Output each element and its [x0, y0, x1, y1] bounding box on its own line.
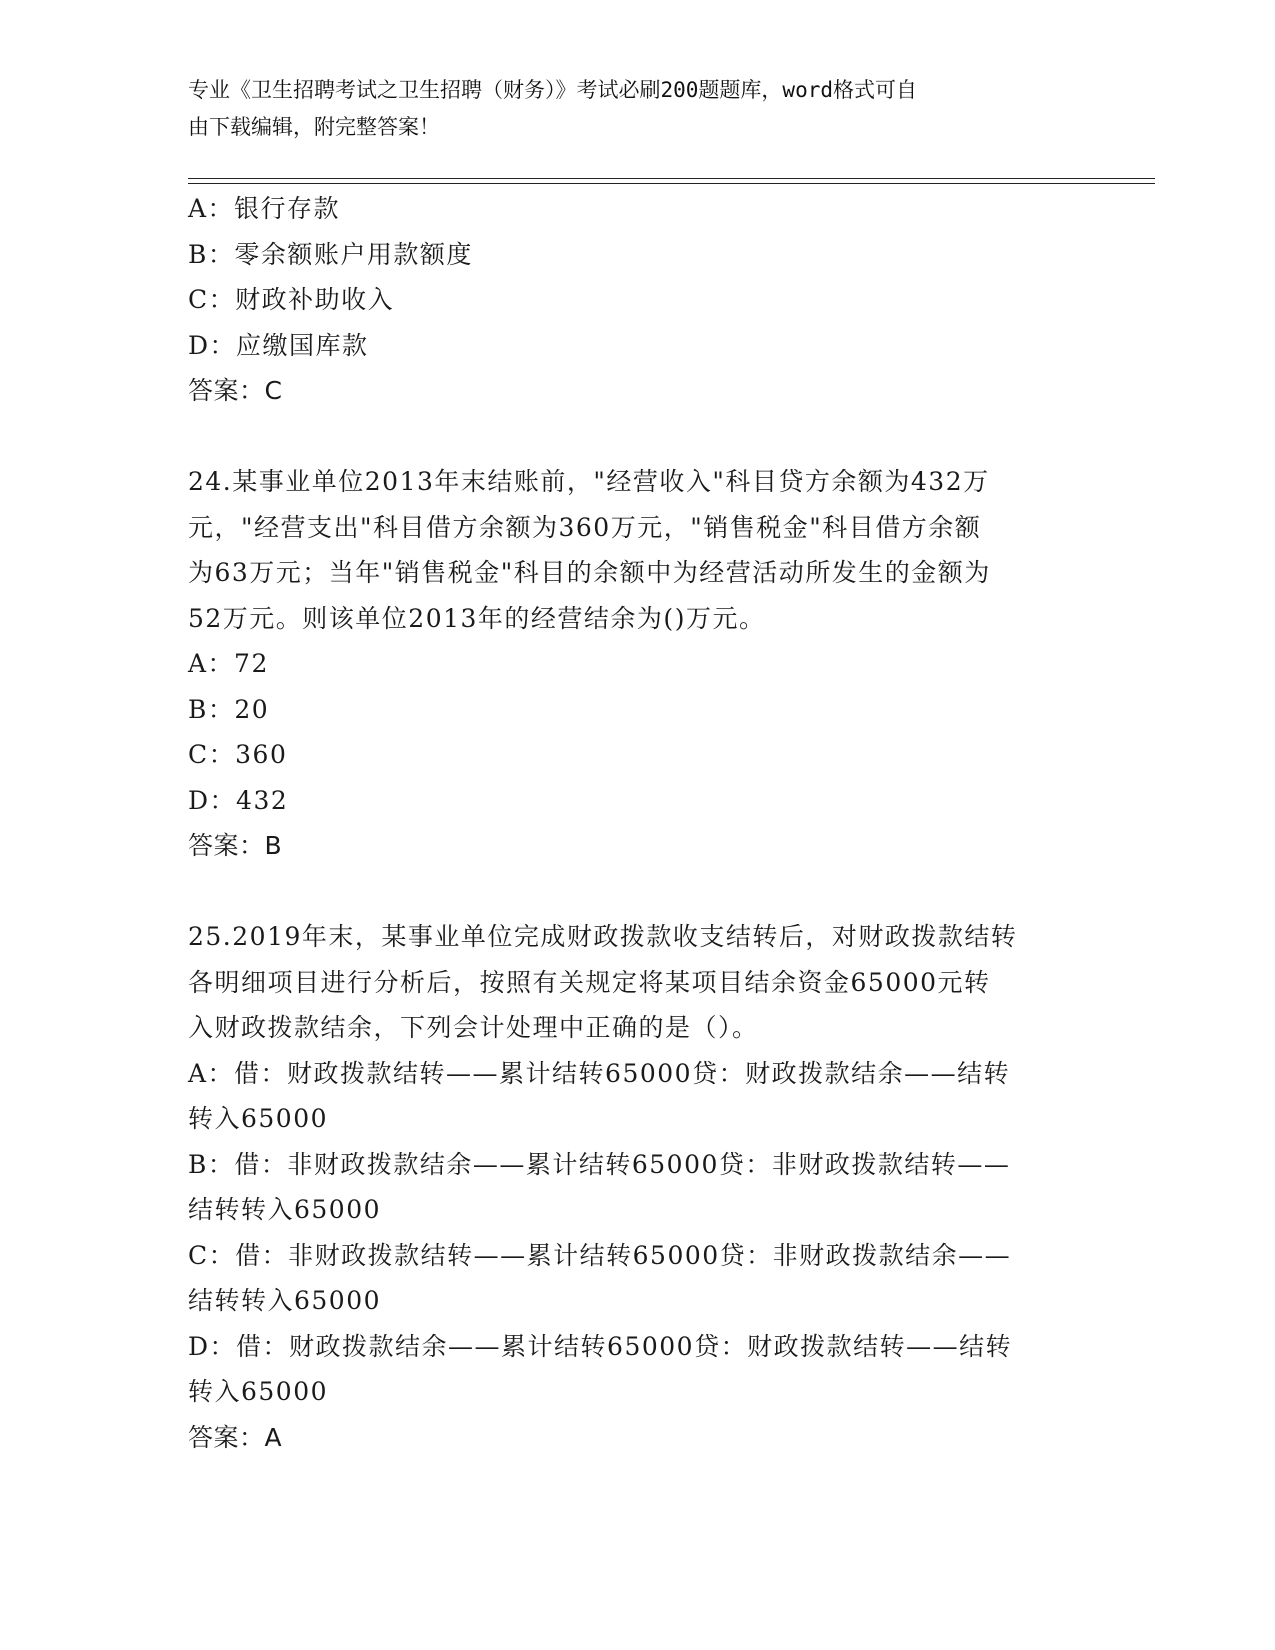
option-a: A：银行存款: [188, 194, 341, 223]
option-c-line-2: 结转转入65000: [188, 1286, 382, 1315]
header-divider-top: [188, 178, 1155, 179]
question-stem-line: 为63万元；当年"销售税金"科目的余额中为经营活动所发生的金额为: [188, 558, 991, 587]
option-d: D：432: [188, 785, 289, 815]
option-b: B：零余额账户用款额度: [188, 239, 473, 269]
option-a-line-2: 转入65000: [188, 1104, 329, 1133]
answer-line: 答案：A: [188, 1422, 283, 1452]
option-d-line-2: 转入65000: [188, 1377, 329, 1406]
header-line-1: 专业《卫生招聘考试之卫生招聘（财务）》考试必刷200题题库，word格式可自: [188, 78, 917, 102]
option-d-line-1: D：借：财政拨款结余——累计结转65000贷：财政拨款结转——结转: [188, 1331, 1013, 1361]
question-24: [188, 459, 1088, 869]
question-stem-line: 24.某事业单位2013年末结账前，"经营收入"科目贷方余额为432万: [188, 467, 990, 496]
header-line-2: 由下载编辑，附完整答案！: [188, 115, 440, 139]
question-stem-line: 52万元。则该单位2013年的经营结余为()万元。: [188, 603, 766, 633]
option-c: C：360: [188, 740, 288, 769]
answer-line: 答案：C: [188, 376, 283, 405]
spacer: [188, 869, 1088, 915]
header-divider-bottom: [188, 183, 1155, 184]
option-c: C：财政补助收入: [188, 285, 395, 314]
option-d: D：应缴国库款: [188, 330, 369, 360]
answer-line: 答案：B: [188, 831, 283, 860]
document-header: [188, 72, 1078, 146]
question-stem-line: 元，"经营支出"科目借方余额为360万元，"销售税金"科目借方余额: [188, 512, 982, 542]
question-23-tail: [188, 186, 1088, 414]
option-b-line-2: 结转转入65000: [188, 1195, 382, 1224]
spacer: [188, 414, 1088, 460]
option-a: A：72: [188, 649, 269, 678]
question-stem-line: 25.2019年末，某事业单位完成财政拨款收支结转后，对财政拨款结转: [188, 922, 1018, 951]
option-b-line-1: B：借：非财政拨款结余——累计结转65000贷：非财政拨款结转——: [188, 1149, 1011, 1179]
option-b: B：20: [188, 694, 270, 724]
question-stem-line: 各明细项目进行分析后，按照有关规定将某项目结余资金65000元转: [188, 967, 991, 997]
option-a-line-1: A：借：财政拨款结转——累计结转65000贷：财政拨款结余——结转: [188, 1058, 1011, 1088]
question-25: [188, 914, 1088, 1460]
question-stem-line: 入财政拨款结余，下列会计处理中正确的是（）。: [188, 1013, 759, 1042]
document-body: [188, 186, 1088, 1460]
option-c-line-1: C：借：非财政拨款结转——累计结转65000贷：非财政拨款结余——: [188, 1240, 1012, 1270]
